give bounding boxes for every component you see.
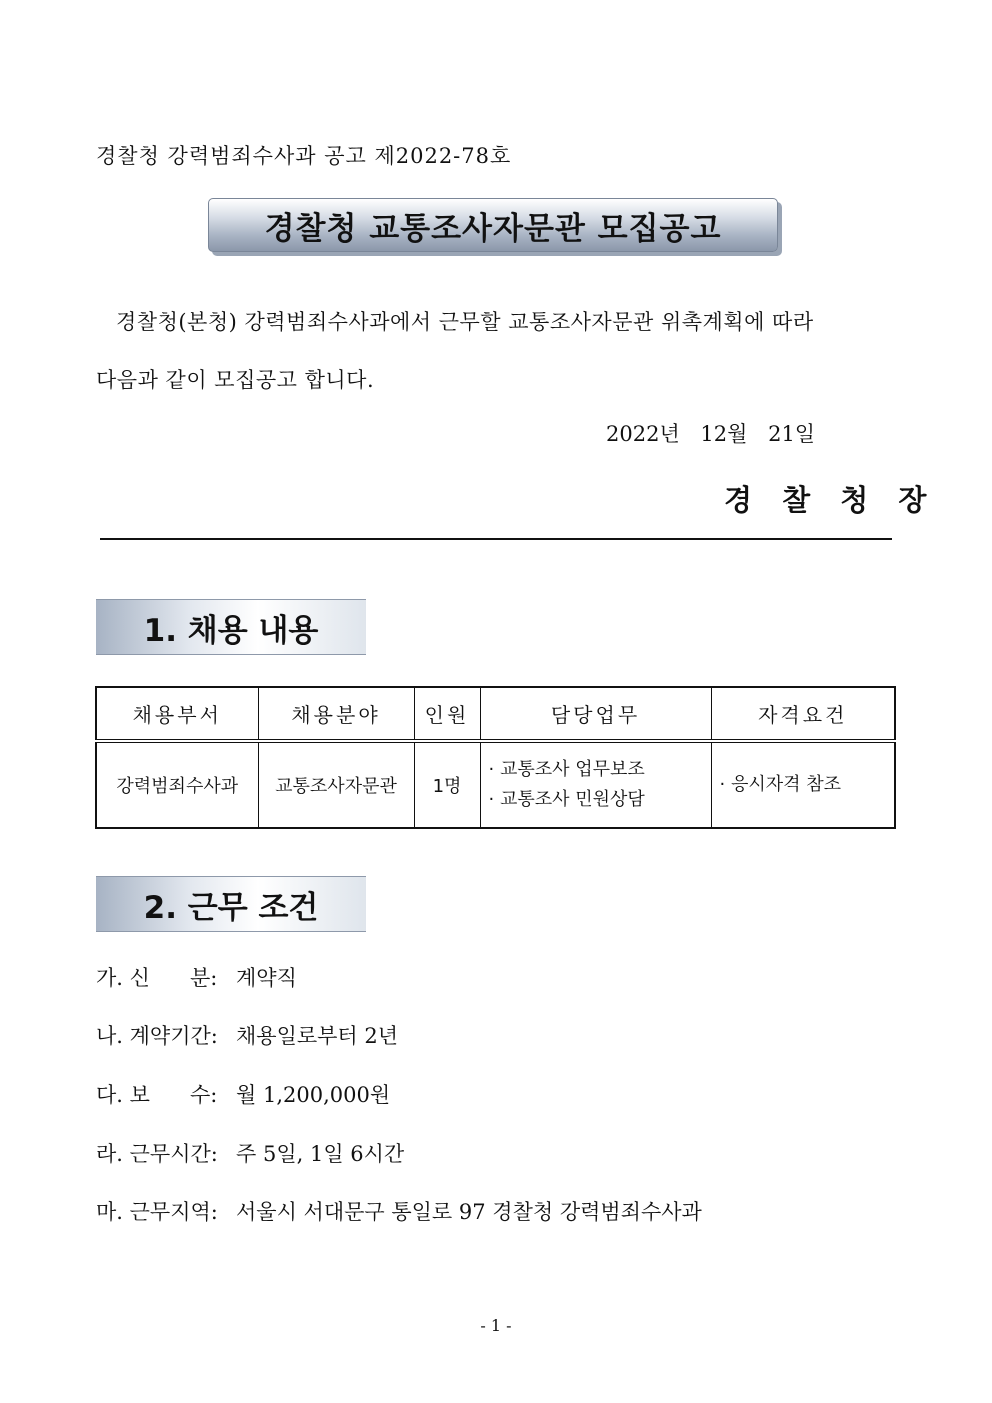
condition-value: 주 5일, 1일 6시간 — [236, 1142, 405, 1166]
duty-item: · 교통조사 민원상담 — [488, 789, 645, 810]
cell-qualification: · 응시자격 참조 — [711, 741, 895, 828]
header-count: 인원 — [414, 687, 480, 741]
header-duty: 담당업무 — [480, 687, 711, 741]
table-header-row — [96, 687, 895, 741]
condition-item — [96, 1079, 390, 1109]
condition-item — [96, 1020, 398, 1050]
intro-line-2: 다음과 같이 모집공고 합니다. — [96, 368, 375, 392]
cell-count: 1명 — [414, 741, 480, 828]
condition-value: 계약직 — [236, 966, 297, 990]
table-row — [96, 741, 895, 828]
page-number: - 1 - — [480, 1316, 512, 1335]
condition-label: 라. 근무시간: — [96, 1142, 218, 1166]
issuer: 경 찰 청 장 — [724, 483, 937, 517]
condition-item — [96, 1196, 702, 1226]
intro-line-1: 경찰청(본청) 강력범죄수사과에서 근무할 교통조사자문관 위촉계획에 따라 — [116, 310, 814, 334]
recruitment-table — [95, 686, 896, 829]
duty-item: · 교통조사 업무보조 — [488, 759, 645, 780]
announcement-date: 2022년 12월 21일 — [606, 422, 816, 446]
header-field: 채용분야 — [258, 687, 414, 741]
cell-duty — [480, 741, 711, 828]
condition-label: 나. 계약기간: — [96, 1024, 218, 1048]
section-2-title: 2. 근무 조건 — [143, 889, 319, 926]
condition-value: 서울시 서대문구 통일로 97 경찰청 강력범죄수사과 — [236, 1200, 702, 1224]
condition-item — [96, 962, 297, 992]
condition-value: 채용일로부터 2년 — [236, 1024, 399, 1048]
condition-value: 월 1,200,000원 — [236, 1083, 391, 1107]
header-qualification: 자격요건 — [711, 687, 895, 741]
notice-number: 경찰청 강력범죄수사과 공고 제2022-78호 — [96, 144, 512, 168]
condition-label: 다. 보 수: — [96, 1083, 218, 1107]
divider — [100, 538, 892, 540]
cell-department: 강력범죄수사과 — [96, 741, 258, 828]
section-1-title: 1. 채용 내용 — [143, 612, 319, 649]
header-department: 채용부서 — [96, 687, 258, 741]
condition-label: 마. 근무지역: — [96, 1200, 218, 1224]
document-title: 경찰청 교통조사자문관 모집공고 — [264, 210, 722, 247]
section-1-banner — [96, 599, 366, 655]
cell-field: 교통조사자문관 — [258, 741, 414, 828]
section-2-banner — [96, 876, 366, 932]
title-banner — [208, 198, 778, 252]
condition-item — [96, 1138, 404, 1168]
condition-label: 가. 신 분: — [96, 966, 218, 990]
